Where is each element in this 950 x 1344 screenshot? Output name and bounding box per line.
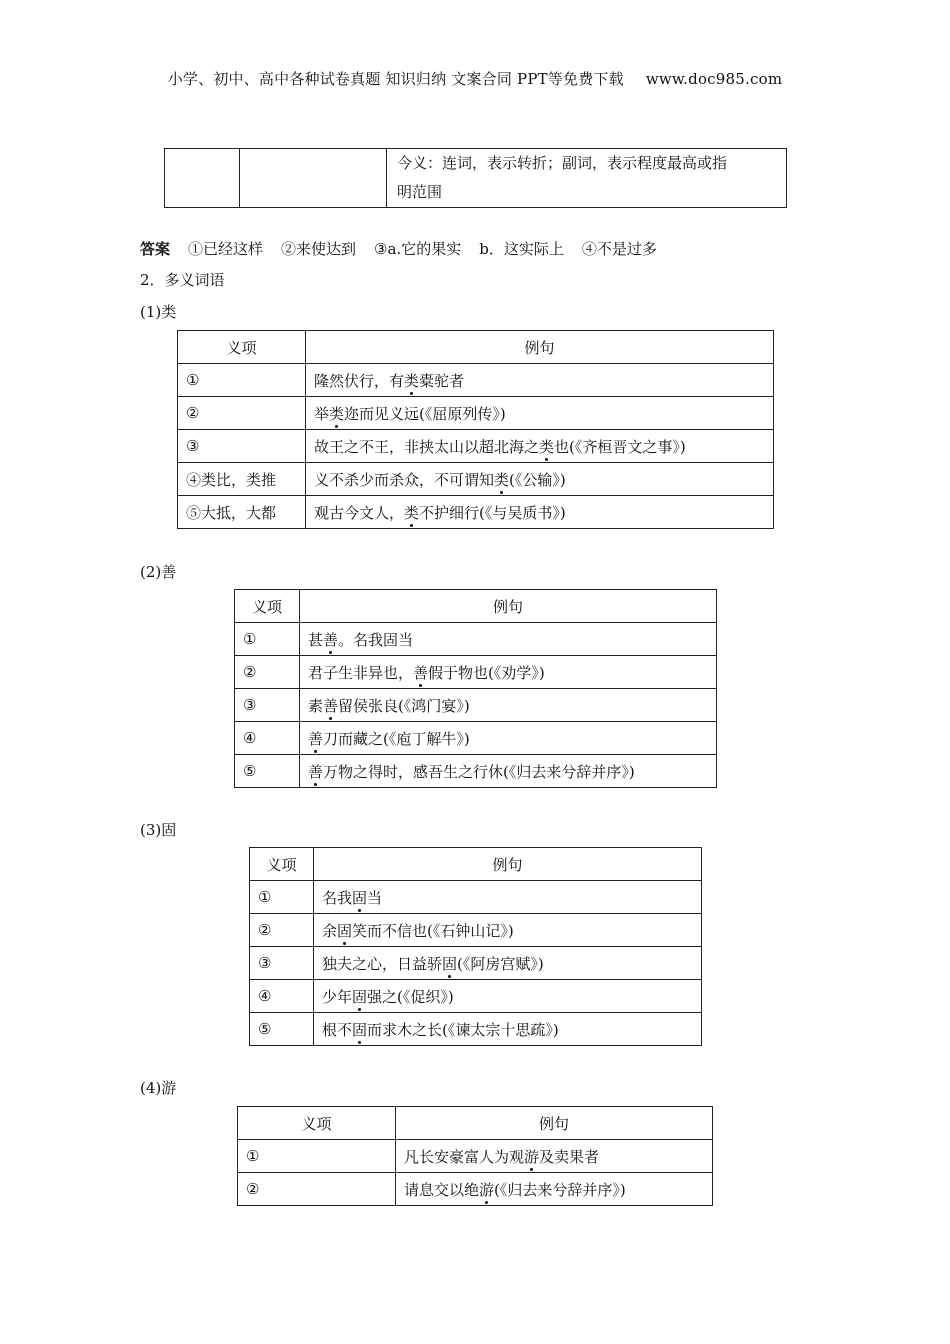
table-row: ④ 少年固强之(《促织》) (250, 980, 702, 1013)
table-row: ② 举类迩而见义远(《屈原列传》) (178, 397, 774, 430)
table-title-shan: (2)善 (140, 563, 177, 581)
table-header-row: 义项 例句 (178, 331, 774, 364)
table-row: ② 请息交以绝游(《归去来兮辞并序》) (238, 1173, 713, 1206)
dotted-keyword: 善 (308, 762, 324, 781)
header-text: 小学、初中、高中各种试卷真题 知识归纳 文案合同 PPT等免费下载 (167, 70, 624, 88)
dotted-keyword: 固 (337, 921, 353, 940)
table-shan (234, 589, 717, 788)
page-header (0, 68, 950, 89)
dotted-keyword: 善 (308, 729, 324, 748)
dotted-keyword: 善 (323, 630, 339, 649)
table-row: ③ 独夫之心，日益骄固(《阿房宫赋》) (250, 947, 702, 980)
table-gu (249, 847, 702, 1046)
table-row: ③ 素善留侯张良(《鸿门宴》) (235, 689, 717, 722)
answer-line: 答案 ①已经这样 ②来使达到 ③a.它的果实 b．这实际上 ④不是过多 (140, 240, 657, 258)
table-header-row: 义项 例句 (250, 848, 702, 881)
table-row: ② 余固笑而不信也(《石钟山记》) (250, 914, 702, 947)
table-row: ⑤ 根不固而求木之长(《谏太宗十思疏》) (250, 1013, 702, 1046)
table-row: ⑤ 善万物之得时，感吾生之行休(《归去来兮辞并序》) (235, 755, 717, 788)
modern-meaning-cell: 今义：连词，表示转折；副词，表示程度最高或指 明范围 (387, 149, 787, 208)
table-row: ① 甚善。名我固当 (235, 623, 717, 656)
dotted-keyword: 固 (352, 987, 368, 1006)
table-row: ② 君子生非异也，善假于物也(《劝学》) (235, 656, 717, 689)
table-header-row: 义项 例句 (235, 590, 717, 623)
header-site: www.doc985.com (645, 70, 783, 88)
table-row: ③ 故王之不王，非挟太山以超北海之类也(《齐桓晋文之事》) (178, 430, 774, 463)
table-header-row: 义项 例句 (238, 1107, 713, 1140)
answer-label: 答案 (140, 240, 171, 258)
table-title-you: (4)游 (140, 1079, 177, 1097)
dotted-keyword: 类 (329, 404, 345, 423)
table-row: ④ 善刀而藏之(《庖丁解牛》) (235, 722, 717, 755)
table-you (237, 1106, 713, 1206)
dotted-keyword: 善 (323, 696, 339, 715)
empty-cell (240, 149, 387, 208)
dotted-keyword: 类 (404, 371, 420, 390)
table-row: ① 隆然伏行，有类橐驼者 (178, 364, 774, 397)
dotted-keyword: 固 (352, 1020, 368, 1039)
dotted-keyword: 固 (352, 888, 368, 907)
dotted-keyword: 类 (494, 470, 510, 489)
dotted-keyword: 类 (539, 437, 555, 456)
dotted-keyword: 类 (404, 503, 420, 522)
table-row: ⑤大抵，大都 观古今文人，类不护细行(《与吴质书》) (178, 496, 774, 529)
table-lei (177, 330, 774, 529)
table-title-lei: (1)类 (140, 303, 177, 321)
word-meaning-table-continued (164, 148, 787, 208)
dotted-keyword: 固 (442, 954, 458, 973)
table-row: ④类比，类推 义不杀少而杀众，不可谓知类(《公输》) (178, 463, 774, 496)
empty-cell (165, 149, 240, 208)
dotted-keyword: 游 (479, 1180, 495, 1199)
table-row: ① 凡长安豪富人为观游及卖果者 (238, 1140, 713, 1173)
table-title-gu: (3)固 (140, 821, 177, 839)
section-title: 2．多义词语 (140, 271, 225, 289)
table-row: ① 名我固当 (250, 881, 702, 914)
dotted-keyword: 游 (524, 1147, 540, 1166)
dotted-keyword: 善 (413, 663, 429, 682)
